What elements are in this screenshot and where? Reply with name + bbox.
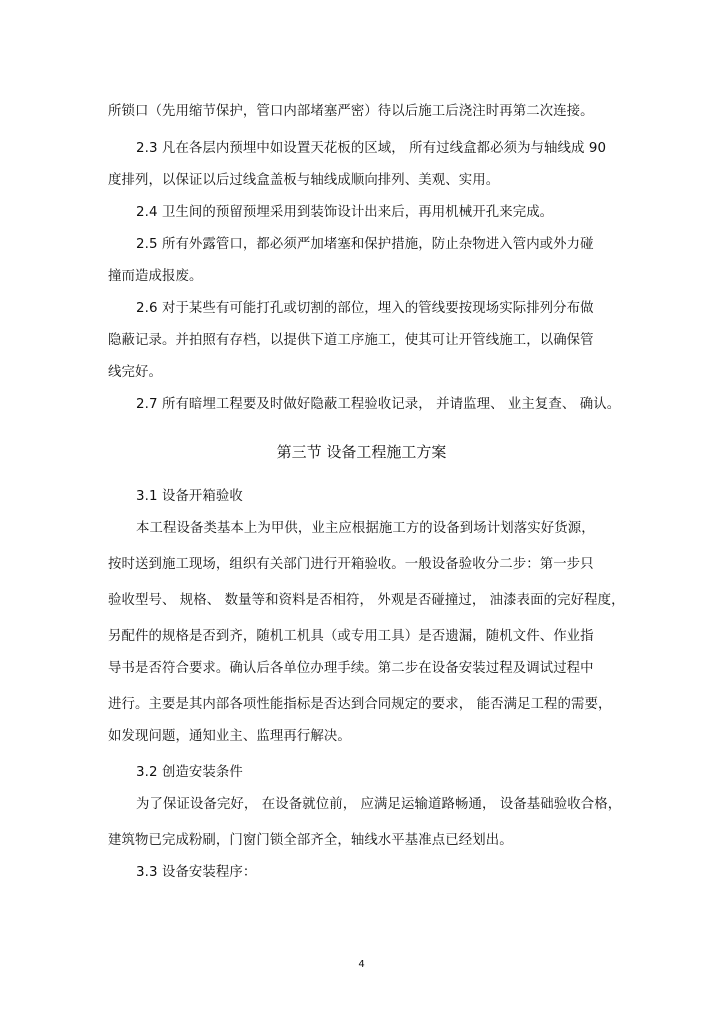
- subheading-3-2: 3.2 创造安装条件: [136, 765, 243, 780]
- paragraph-line: 本工程设备类基本上为甲供，业主应根据施工方的设备到场计划落实好货源，: [136, 521, 595, 536]
- paragraph-line: 进行。主要是其内部各项性能指标是否达到合同规定的要求， 能否满足工程的需要，: [108, 697, 612, 712]
- paragraph-line: 隐蔽记录。并拍照有存档，以提供下道工序施工，使其可让开管线施工，以确保管: [108, 333, 594, 348]
- paragraph-line: 为了保证设备完好， 在设备就位前， 应满足运输道路畅通， 设备基础验收合格，: [136, 797, 622, 812]
- paragraph-line: 另配件的规格是否到齐，随机工机具（或专用工具）是否遗漏，随机文件、作业指: [108, 629, 594, 644]
- paragraph-line: 撞而造成报废。: [108, 269, 203, 284]
- page-number: 4: [358, 959, 365, 970]
- section-heading: 第三节 设备工程施工方案: [276, 443, 447, 461]
- paragraph-line: 按时送到施工现场，组织有关部门进行开箱验收。一般设备验收分二步：第一步只: [108, 557, 594, 572]
- paragraph-line: 验收型号、 规格、 数量等和资料是否相符， 外观是否碰撞过， 油漆表面的完好程度，: [108, 593, 625, 608]
- subheading-3-1: 3.1 设备开箱验收: [136, 489, 243, 504]
- subheading-3-3: 3.3 设备安装程序：: [136, 865, 257, 880]
- paragraph-line: 建筑物已完成粉刷，门窗门锁全部齐全，轴线水平基准点已经划出。: [108, 833, 513, 848]
- item-2-5-line: 2.5 所有外露管口，都必须严加堵塞和保护措施，防止杂物进入管内或外力碰: [136, 237, 594, 252]
- paragraph-line: 所锁口（先用缩节保护，管口内部堵塞严密）待以后施工后浇注时再第二次连接。: [108, 104, 594, 119]
- paragraph-line: 导书是否符合要求。确认后各单位办理手续。第二步在设备安装过程及调试过程中: [108, 661, 594, 676]
- item-2-7-line: 2.7 所有暗埋工程要及时做好隐蔽工程验收记录， 并请监理、 业主复查、 确认。: [136, 397, 621, 412]
- item-2-3-line: 2.3 凡在各层内预埋中如设置天花板的区域， 所有过线盒都必须为与轴线成 90: [136, 141, 607, 156]
- paragraph-line: 线完好。: [108, 365, 162, 380]
- paragraph-line: 度排列，以保证以后过线盒盖板与轴线成顺向排列、美观、实用。: [108, 173, 500, 188]
- item-2-4-line: 2.4 卫生间的预留预埋采用到装饰设计出来后，再用机械开孔来完成。: [136, 205, 554, 220]
- paragraph-line: 如发现问题，通知业主、监理再行解决。: [108, 729, 351, 744]
- item-2-6-line: 2.6 对于某些有可能打孔或切割的部位，埋入的管线要按现场实际排列分布做: [136, 301, 594, 316]
